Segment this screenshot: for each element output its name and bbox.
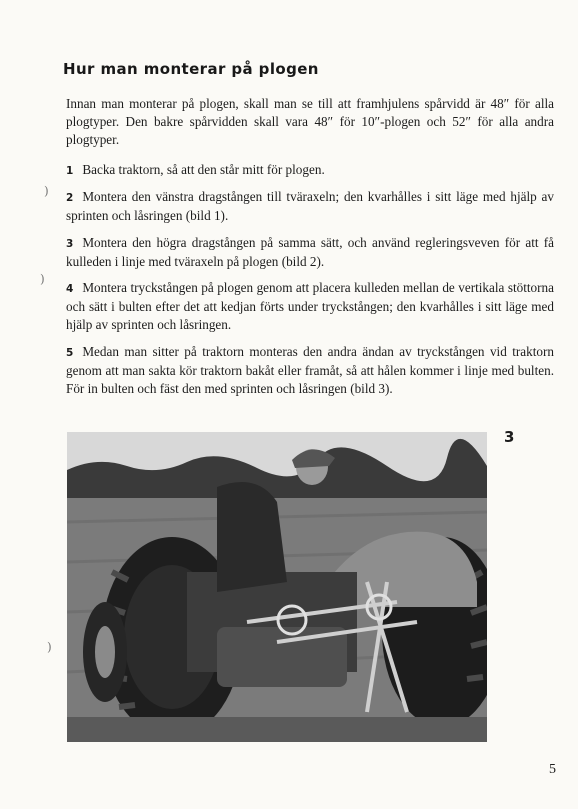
step-text: Montera den vänstra dragstången till tväraxeln; den kvarhålles i sitt läge med hjälp av sprinten och låsringen (bild 1).: [66, 189, 554, 223]
step-5: [66, 343, 554, 398]
step-text: Backa traktorn, så att den står mitt för plogen.: [82, 162, 325, 177]
margin-mark: ): [40, 272, 45, 286]
step-1: [66, 161, 554, 180]
step-number: 3: [66, 238, 74, 250]
step-number: 5: [66, 347, 74, 359]
step-2: [66, 188, 554, 225]
step-number: 2: [66, 192, 74, 204]
step-text: Montera den högra dragstången på samma sätt, och använd regleringsveven för att få kulleden i linje med tväraxeln på plogen (bild 2).: [66, 235, 554, 269]
step-3: [66, 234, 554, 271]
tractor-photo: [67, 432, 487, 742]
step-4: [66, 279, 554, 334]
step-number: 4: [66, 283, 74, 295]
step-number: 1: [66, 165, 74, 177]
page-number: 5: [549, 762, 556, 777]
step-text: Montera tryckstången på plogen genom att placera kulleden mellan de vertikala stöttorna och sätt i bulten efter det att kedjan förts under tryckstången; den kvarhålles i sitt läge med hjälp av sprinten och låsringen.: [66, 280, 554, 332]
intro-paragraph: Innan man monterar på plogen, skall man se till att framhjulens spårvidd är 48″ för alla plogtyper. Den bakre spårvidden skall vara 48″ för 10″-plogen och 52″ för alla andra plogtyper.: [66, 96, 554, 147]
page-heading: Hur man monterar på plogen: [63, 60, 319, 78]
margin-mark: ): [47, 640, 52, 654]
step-text: Medan man sitter på traktorn monteras den andra ändan av tryckstången vid traktorn genom att man sakta kör traktorn bakåt eller framåt, så att hålen kommer i linje med bulten. För in bulten och fäst den med sprinten och låsringen (bild 3).: [66, 344, 554, 396]
margin-mark: ): [44, 184, 49, 198]
figure-number: 3: [504, 428, 515, 446]
